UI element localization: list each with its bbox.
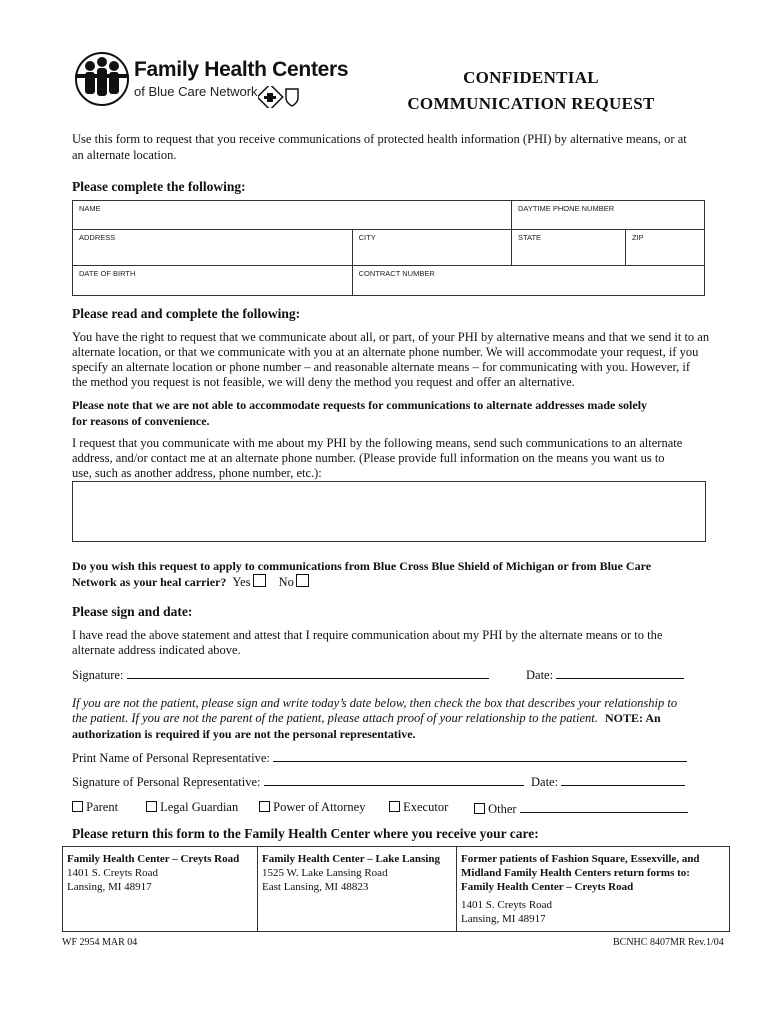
former-line3: Family Health Center – Creyts Road — [461, 881, 634, 893]
rep-signature-row — [72, 773, 524, 791]
rights-line4: the method you request is not feasible, we will deny the method you request and offer an alternative. — [72, 375, 575, 389]
carrier-question-text: Network as your heal carrier? — [72, 575, 227, 589]
center-lake-lansing-city: East Lansing, MI 48823 — [262, 881, 369, 893]
former-line2: Midland Family Health Centers return forms to: — [461, 867, 690, 879]
rights-line3: specify an alternate location or phone number – and reasonable alternate means – for communicating with you. However, if — [72, 360, 691, 374]
zip-field[interactable] — [626, 230, 705, 266]
logo-title: Family Health Centers — [134, 58, 349, 81]
center-creyts — [63, 847, 258, 932]
yes-label: Yes — [232, 575, 251, 589]
zip-label: ZIP — [632, 233, 644, 242]
former-street: 1401 S. Creyts Road — [461, 899, 553, 911]
daytime-phone-label: DAYTIME PHONE NUMBER — [518, 204, 615, 213]
print-name-label: Print Name of Personal Representative: — [72, 751, 270, 765]
note-line2: for reasons of convenience. — [72, 414, 210, 428]
relationship-executor — [389, 800, 448, 816]
former-city: Lansing, MI 48917 — [461, 913, 546, 925]
address-label: ADDRESS — [79, 233, 116, 242]
request-line1: I request that you communicate with me about my PHI by the following means, send such communications to an alternate — [72, 436, 683, 450]
relationship-power-of-attorney — [259, 800, 365, 816]
signature-label: Signature: — [72, 668, 124, 682]
other-label: Other — [488, 802, 517, 816]
footer-revision: BCNHC 8407MR Rev.1/04 — [613, 937, 724, 948]
rep-instructions-line1: If you are not the patient, please sign and write today’s date below, then check the box that describes your relationship to — [72, 696, 678, 710]
attest-line2: alternate address indicated above. — [72, 643, 241, 657]
carrier-question-line2 — [72, 574, 309, 591]
former-line1: Former patients of Fashion Square, Essexville, and — [461, 853, 700, 865]
rep-date-line[interactable] — [561, 773, 685, 786]
center-creyts-city: Lansing, MI 48917 — [67, 881, 152, 893]
parent-checkbox[interactable] — [72, 801, 83, 812]
request-line2: address, and/or contact me at an alternate phone number. (Please provide full information on the means you want us to — [72, 451, 665, 465]
name-label: NAME — [79, 204, 101, 213]
rep-instructions-text: the patient. If you are not the parent of the patient, please attach proof of your relationship to the patient. — [72, 711, 598, 725]
request-line3: use, such as another address, phone number, etc.): — [72, 466, 322, 480]
signature-line[interactable] — [127, 666, 489, 679]
blue-cross-blue-shield-icon — [258, 86, 302, 108]
power-of-attorney-checkbox[interactable] — [259, 801, 270, 812]
date-line[interactable] — [556, 666, 684, 679]
section-sign-heading: Please sign and date: — [72, 604, 193, 619]
section-return-heading: Please return this form to the Family Health Center where you receive your care: — [72, 826, 539, 841]
legal-guardian-label: Legal Guardian — [160, 800, 239, 814]
relationship-parent — [72, 800, 118, 816]
note-label: NOTE: An — [604, 711, 661, 725]
patient-info-table — [72, 200, 705, 296]
print-name-line[interactable] — [273, 749, 687, 762]
parent-label: Parent — [86, 800, 119, 814]
state-label: STATE — [518, 233, 542, 242]
power-of-attorney-label: Power of Attorney — [273, 800, 366, 814]
rights-line2: alternate location, or that we communicate with you at an alternate phone number. We will accommodate your request, if you — [72, 345, 699, 359]
rights-line1: You have the right to request that we communicate about all, or part, of your PHI by alternative means and that we send it to an — [72, 330, 710, 344]
rep-date-row — [531, 773, 685, 791]
authorization-note: authorization is required if you are not the personal representative. — [72, 727, 416, 741]
attest-line1: I have read the above statement and attest that I require communication about my PHI by the alternate means or to the — [72, 628, 663, 642]
logo-subtitle: of Blue Care Network — [134, 84, 258, 99]
dob-label: DATE OF BIRTH — [79, 269, 136, 278]
date-row — [526, 666, 684, 684]
center-lake-lansing-street: 1525 W. Lake Lansing Road — [262, 867, 388, 879]
center-creyts-street: 1401 S. Creyts Road — [67, 867, 159, 879]
footer-form-code: WF 2954 MAR 04 — [62, 937, 138, 948]
form-title-line1: CONFIDENTIAL — [463, 68, 599, 87]
family-logo-icon — [70, 52, 134, 106]
executor-label: Executor — [403, 800, 449, 814]
signature-row — [72, 666, 489, 684]
section-complete-heading: Please complete the following: — [72, 179, 246, 194]
dob-field[interactable] — [73, 266, 353, 296]
rep-instructions-line2 — [72, 711, 661, 727]
contract-number-field[interactable] — [352, 266, 704, 296]
return-addresses-table — [62, 846, 730, 932]
intro-line1: Use this form to request that you receive communications of protected health information (PHI) by alternative means, or at — [72, 132, 687, 146]
daytime-phone-field[interactable] — [512, 201, 705, 230]
center-lake-lansing — [258, 847, 457, 932]
city-field[interactable] — [352, 230, 511, 266]
address-field[interactable] — [73, 230, 353, 266]
rep-signature-line[interactable] — [264, 773, 524, 786]
rep-signature-label: Signature of Personal Representative: — [72, 775, 261, 789]
name-field[interactable] — [73, 201, 512, 230]
center-creyts-name: Family Health Center – Creyts Road — [67, 853, 240, 865]
form-title-line2: COMMUNICATION REQUEST — [407, 94, 655, 113]
center-lake-lansing-name: Family Health Center – Lake Lansing — [262, 853, 440, 865]
carrier-question-line1: Do you wish this request to apply to communications from Blue Cross Blue Shield of Michigan or from Blue Care — [72, 559, 652, 573]
rep-date-label: Date: — [531, 775, 559, 789]
contract-number-label: CONTRACT NUMBER — [358, 269, 435, 278]
section-read-heading: Please read and complete the following: — [72, 306, 301, 321]
date-label: Date: — [526, 668, 554, 682]
state-field[interactable] — [512, 230, 626, 266]
relationship-other — [474, 800, 688, 818]
note-line1: Please note that we are not able to accommodate requests for communications to alternate addresses made solely — [72, 398, 648, 412]
former-patients-box — [457, 847, 730, 932]
yes-checkbox[interactable] — [253, 574, 266, 587]
other-checkbox[interactable] — [474, 803, 485, 814]
no-label: No — [278, 575, 294, 589]
executor-checkbox[interactable] — [389, 801, 400, 812]
no-checkbox[interactable] — [296, 574, 309, 587]
alternate-means-textarea[interactable] — [72, 481, 706, 542]
relationship-legal-guardian — [146, 800, 238, 816]
legal-guardian-checkbox[interactable] — [146, 801, 157, 812]
city-label: CITY — [358, 233, 376, 242]
other-line[interactable] — [520, 800, 688, 813]
print-name-row — [72, 749, 687, 767]
intro-line2: an alternate location. — [72, 148, 177, 162]
